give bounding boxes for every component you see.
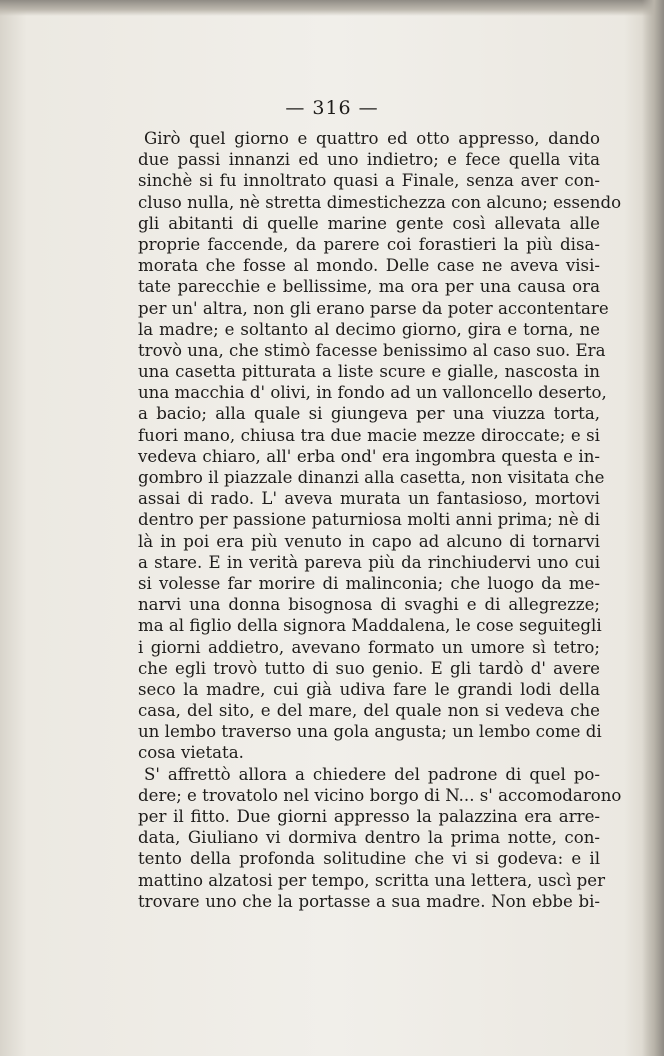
text-line: una macchia d' olivi, in fondo ad un valloncello deserto,: [138, 383, 607, 403]
text-line: che egli trovò tutto di suo genio. E gli tardò d' avere: [138, 658, 600, 678]
text-line: casa, del sito, e del mare, del quale non si vedeva che: [138, 701, 600, 721]
text-line: S' affrettò allora a chiedere del padrone di quel po-: [144, 764, 600, 784]
text-line: a bacio; alla quale si giungeva per una viuzza torta,: [138, 404, 600, 424]
text-line: per il fitto. Due giorni appresso la palazzina era arre-: [138, 807, 600, 826]
text-line: ma al figlio della signora Maddalena, le cose seguitegli: [138, 616, 602, 636]
text-line: seco la madre, cui già udiva fare le grandi lodi della: [138, 679, 600, 699]
text-line: assai di rado. L' aveva murata un fantasioso, mortovi: [138, 489, 600, 509]
text-line: sinchè si fu innoltrato quasi a Finale, senza aver con-: [138, 171, 600, 191]
text-line: proprie faccende, da parere coi forastieri la più disa-: [138, 234, 600, 254]
page-binding-shadow: [642, 0, 664, 1056]
text-line: vedeva chiaro, all' erba ond' era ingombra questa e in-: [138, 446, 600, 466]
text-line: dentro per passione paturniosa molti anni prima; nè di: [138, 510, 600, 530]
text-line: trovò una, che stimò facesse benissimo al caso suo. Era: [138, 340, 606, 360]
text-line: fuori mano, chiusa tra due macie mezze diroccate; e si: [138, 425, 600, 445]
text-line: gli abitanti di quelle marine gente così allevata alle: [138, 213, 600, 233]
page-top-shadow: [0, 0, 664, 16]
text-line: là in poi era più venuto in capo ad alcuno di tornarvi: [138, 531, 600, 551]
text-line: Girò quel giorno e quattro ed otto appresso, dando: [144, 129, 600, 148]
text-line: dere; e trovatolo nel vicino borgo di N... s' accomodarono: [138, 785, 622, 805]
text-line: cluso nulla, nè stretta dimestichezza con alcuno; essendo: [138, 192, 622, 212]
text-line: due passi innanzi ed uno indietro; e fece quella vita: [138, 150, 600, 170]
text-line: a stare. E in verità pareva più da rinchiudervi uno cui: [138, 552, 600, 572]
text-line: tento della profonda solitudine che vi si godeva: e il: [138, 849, 600, 869]
text-line: un lembo traverso una gola angusta; un lembo come di: [138, 722, 602, 742]
text-line: i giorni addietro, avevano formato un umore sì tetro;: [138, 637, 600, 657]
text-line: morata che fosse al mondo. Delle case ne aveva visi-: [138, 256, 600, 276]
text-line: cosa vietata.: [138, 743, 244, 763]
text-line: tate parecchie e bellissime, ma ora per una causa ora: [138, 277, 600, 297]
text-line: data, Giuliano vi dormiva dentro la prima notte, con-: [138, 828, 600, 848]
text-line: una casetta pitturata a liste scure e gialle, nascosta in: [138, 362, 600, 382]
text-line: la madre; e soltanto al decimo giorno, gira e torna, ne: [138, 319, 600, 339]
text-line: narvi una donna bisognosa di svaghi e di allegrezze;: [138, 595, 600, 615]
text-line: si volesse far morire di malinconia; che luogo da me-: [138, 573, 600, 593]
page-number: — 316 —: [285, 97, 379, 119]
text-line: gombro il piazzale dinanzi alla casetta, non visitata che: [138, 468, 605, 487]
text-line: mattino alzatosi per tempo, scritta una lettera, uscì per: [138, 870, 606, 890]
text-line: trovare uno che la portasse a sua madre. Non ebbe bi-: [138, 891, 600, 911]
body-text: [138, 128, 622, 912]
text-line: per un' altra, non gli erano parse da poter accontentare: [138, 298, 609, 318]
